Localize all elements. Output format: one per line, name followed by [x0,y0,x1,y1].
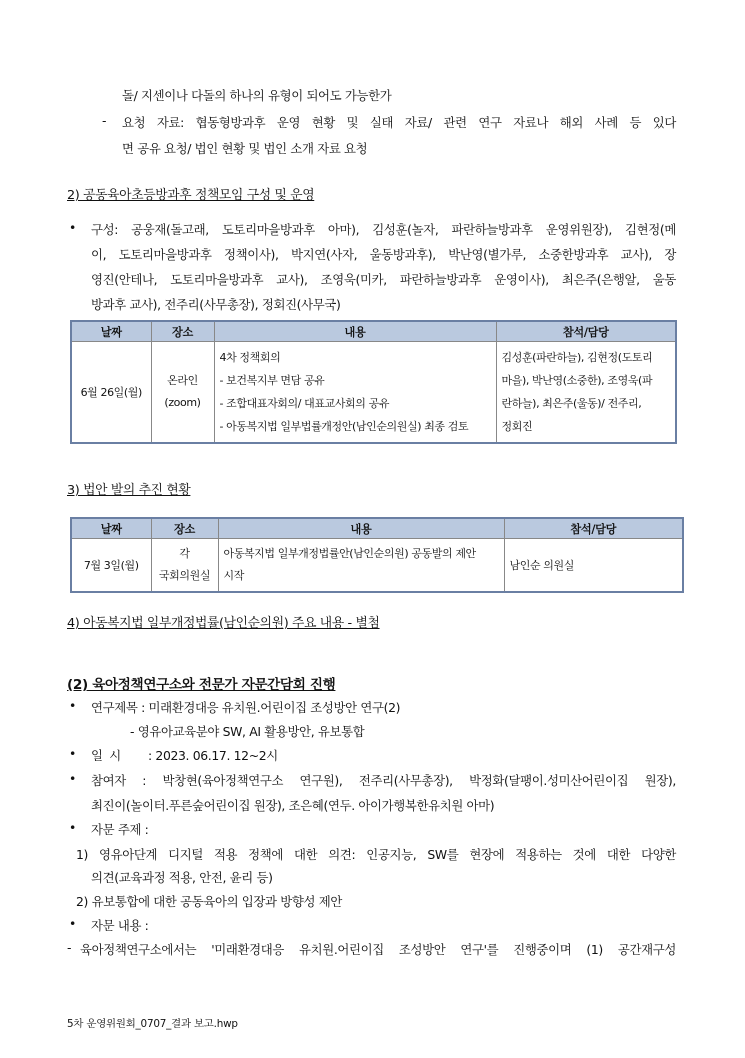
section-heading: 4) 아동복지법 일부개정법률(남인순의원) 주요 내용 - 별첨 [67,616,380,631]
col-header-place: 장소 [151,321,214,342]
participants-line: 참여자 : 박창현(육아정책연구소 연구원), 전주리(사무총장), 박정화(달팽이.성미산어린이집 원장), [91,773,676,788]
research-title: 연구제목 : 미래환경대응 유치원.어린이집 조성방안 연구(2) [91,700,401,715]
topic-line: 의견(교육과정 적용, 안전, 윤리 등) [91,870,273,885]
table-header-row [71,518,683,539]
bullet: • [69,698,76,713]
section-heading: 2) 공동육아초등방과후 정책모임 구성 및 운영 [67,188,315,203]
table-header-row [71,321,676,342]
members-line: 영진(안테나, 도토리마을방과후 교사), 조영욱(미카, 파란하늘방과후 운영이사), 최은주(은행알, 울동 [91,272,676,287]
bullet: • [69,220,76,235]
place-line: (zoom) [164,396,201,409]
cell-date: 6월 26일(월) [71,342,151,444]
col-header-date: 날짜 [71,321,151,342]
content-line: 시작 [223,569,244,582]
bullet: • [69,916,76,931]
col-header-place: 장소 [151,518,218,539]
intro-line: 돌/ 지센이나 다돌의 하나의 유형이 되어도 가능한가 [122,88,392,103]
content-line: 4차 정책회의 [219,351,281,364]
content-line: - 아동복지법 일부법률개정안(남인순의원실) 최종 검토 [219,420,469,433]
policy-meeting-table [70,320,677,444]
participants-line: 최진이(놀이터.푸른숲어린이집 원장), 조은혜(연두. 아이가행복한유치원 아마) [91,798,495,813]
part-heading: (2) 육아정책연구소와 전문가 자문간담회 진행 [67,677,336,693]
members-line: 방과후 교사), 전주리(사무총장), 정회진(사무국) [91,297,341,312]
cell-content [218,539,504,593]
request-line: 면 공유 요청/ 법인 현황 및 법인 소개 자료 요청 [122,141,368,156]
footer-filename: 5차 운영위원회_0707_결과 보고.hwp [67,1018,238,1030]
cell-place [151,539,218,593]
attendees-line: 정회진 [501,420,533,433]
bill-status-table [70,517,684,593]
request-dash: - [102,113,107,128]
topic-label: 자문 주제 : [91,822,149,837]
attendees-line: 란하늘), 최은주(울동)/ 전주리, [501,397,642,410]
content-label: 자문 내용 : [91,918,149,933]
topic-line: 1) 영유아단계 디지털 적용 정책에 대한 의견: 인공지능, SW를 현장에 적용하는 것에 대한 다양한 [76,847,676,862]
bullet: • [69,820,76,835]
topic-line: 2) 유보통합에 대한 공동육아의 입장과 방향성 제안 [76,894,342,909]
col-header-content: 내용 [218,518,504,539]
table-row [71,539,683,593]
research-subtitle: - 영유아교육분야 SW, AI 활용방안, 유보통합 [130,724,365,739]
attendees-line: 마을), 박난영(소중한), 조영욱(파 [501,374,653,387]
cell-attendees: 남인순 의원실 [504,539,683,593]
content-line: - 조합대표자회의/ 대표교사회의 공유 [219,397,390,410]
col-header-content: 내용 [214,321,496,342]
cell-place [151,342,214,444]
section-heading: 3) 법안 발의 추진 현황 [67,483,191,498]
attendees-line: 김성훈(파란하늘), 김현정(도토리 [501,351,653,364]
bullet: • [69,746,76,761]
place-line: 국회의원실 [158,569,211,582]
place-line: 각 [179,547,190,560]
content-dash: - [67,940,72,955]
content-line: 육아정책연구소에서는 '미래환경대응 유치원.어린이집 조성방안 연구'를 진행중이며 (1) 공간재구성 [80,942,676,957]
cell-content [214,342,496,444]
date-label: 일 시 [91,748,121,763]
bullet: • [69,771,76,786]
request-line: 요청 자료: 협동형방과후 운영 현황 및 실태 자료/ 관련 연구 자료나 해외 사례 등 있다 [122,115,676,130]
table-row [71,342,676,444]
cell-attendees [496,342,676,444]
col-header-attendees: 참석/담당 [496,321,676,342]
members-line: 이, 도토리마을방과후 정책이사), 박지연(사자, 울동방과후), 박난영(별가루, 소중한방과후 교사), 장 [91,247,676,262]
place-line: 온라인 [167,374,198,387]
col-header-date: 날짜 [71,518,151,539]
col-header-attendees: 참석/담당 [504,518,683,539]
cell-date: 7월 3일(월) [71,539,151,593]
content-line: 아동복지법 일부개정법률안(남인순의원) 공동발의 제안 [223,547,476,560]
content-line: - 보건복지부 면담 공유 [219,374,325,387]
date-value: : 2023. 06.17. 12~2시 [148,748,278,763]
members-line: 구성: 공웅재(돌고래, 도토리마을방과후 아마), 김성훈(놀자, 파란하늘방과후 운영위원장), 김현정(메 [91,222,676,237]
